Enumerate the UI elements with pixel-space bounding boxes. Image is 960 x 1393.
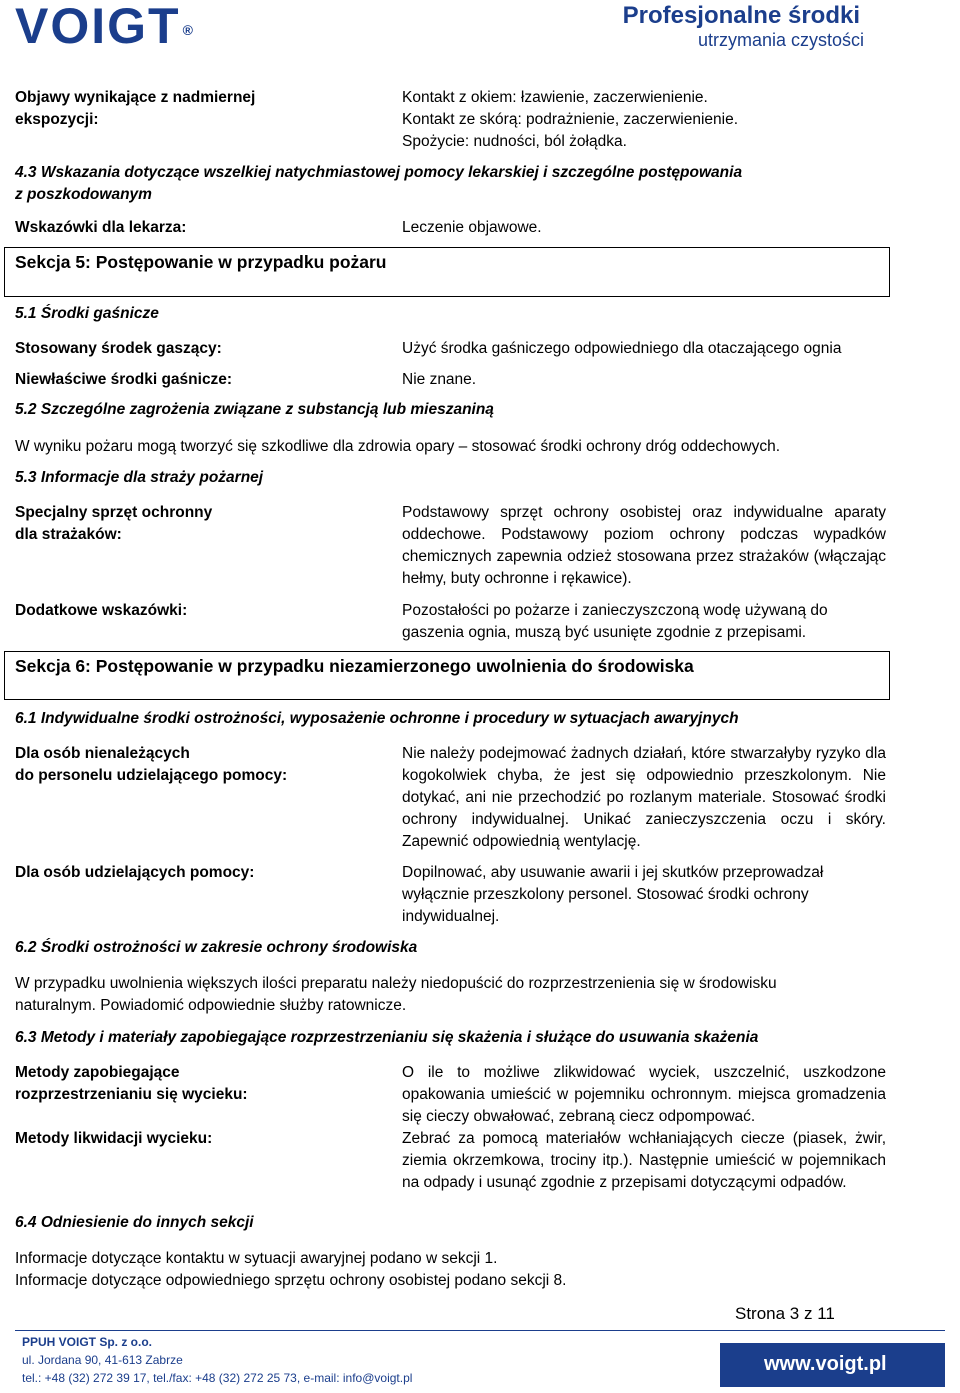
agent-label: Stosowany środek gaszący: [15,340,222,357]
footer-contact: tel.: +48 (32) 272 39 17, tel./fax: +48 (32) 272 25 73, e-mail: info@voigt.pl [22,1371,413,1385]
subsection-4-3-line2: z poszkodowanym [15,186,152,203]
exposure-label [15,87,255,131]
logo-text: VOIGT [15,0,181,54]
prevent-label-line1: Metody zapobiegające [15,1064,180,1081]
cleanup-value: Zebrać za pomocą materiałów wchłaniających ciecze (piasek, żwir, ziemia okrzemkowa, trociny itp.). Następnie umieścić w pojemnikach na odpady i usunąć zgodnie z przepisami dotyczącymi odpadów. [402,1130,886,1191]
exposure-label-line2: ekspozycji: [15,111,99,128]
agent-value: Użyć środka gaśniczego odpowiedniego dla otaczającego ognia [402,340,842,357]
reference-2: Informacje dotyczące odpowiedniego sprzętu ochrony osobistej podano sekcji 8. [15,1272,567,1289]
subsection-5-1: 5.1 Środki gaśnicze [15,305,159,322]
exposure-eye: Kontakt z okiem: łzawienie, zaczerwienienie. [402,89,708,106]
subsection-6-3: 6.3 Metody i materiały zapobiegające rozprzestrzenianiu się skażenia i służące do usuwania skażenia [15,1029,759,1046]
registered-mark: ® [182,22,193,38]
references [15,1248,815,1292]
voigt-logo [15,0,215,54]
subsection-6-4: 6.4 Odniesienie do innych sekcji [15,1214,254,1231]
section-5-title: Sekcja 5: Postępowanie w przypadku pożaru [15,252,387,272]
exposure-label-line1: Objawy wynikające z nadmiernej [15,89,256,106]
page-number: Strona 3 z 11 [735,1304,835,1323]
subsection-5-2: 5.2 Szczególne zagrożenia związane z substancją lub mieszaniną [15,401,494,418]
cleanup-label: Metody likwidacji wycieku: [15,1130,213,1147]
improper-value: Nie znane. [402,371,477,388]
non-responder-label-line1: Dla osób nienależących [15,745,190,762]
extra-value: Pozostałości po pożarze i zanieczyszczoną wodę używaną do gaszenia ognia, muszą być usunięte zgodnie z przepisami. [402,602,828,641]
non-responder-value: Nie należy podejmować żadnych działań, które stwarzałyby ryzyko dla kogokolwiek chyba, że jest się odpowiednio przeszkolonym. Nie dotykać, ani nie przechodzić po rozlanym materiale. Stosować środki ochrony indywidualnej. Unikać zanieczyszczenia oczu i skóry. Zapewnić odpowiednią wentylację. [402,745,886,850]
extra-label: Dodatkowe wskazówki: [15,602,188,619]
exposure-skin: Kontakt ze skórą: podrażnienie, zaczerwienienie. [402,111,739,128]
subsection-6-2: 6.2 Środki ostrożności w zakresie ochrony środowiska [15,939,418,956]
non-responder-label-line2: do personelu udzielającego pomocy: [15,767,288,784]
exposure-ingestion: Spożycie: nudności, ból żołądka. [402,133,627,150]
improper-label: Niewłaściwe środki gaśnicze: [15,371,233,388]
prevent-label-line2: rozprzestrzenianiu się wycieku: [15,1086,248,1103]
footer-website-box [720,1343,945,1387]
subsection-6-1: 6.1 Indywidualne środki ostrożności, wyposażenie ochronne i procedury w sytuacjach awaryjnych [15,710,739,727]
subsection-6-2-text: W przypadku uwolnienia większych ilości preparatu należy niedopuścić do rozprzestrzenienia się w środowisku naturalnym. Powiadomić odpowiednie służby ratownicze. [15,975,777,1014]
footer-divider [15,1330,945,1331]
subsection-4-3-line1: 4.3 Wskazania dotyczące wszelkiej natychmiastowej pomocy lekarskiej i szczególne postępowania [15,164,743,181]
equipment-value: Podstawowy sprzęt ochrony osobistej oraz indywidualne aparaty oddechowe. Podstawowy poziom ochrony podczas wypadków chemicznych zapewnia odzież stosowana przez strażaków (włączając hełmy, buty ochronne i rękawice). [402,504,886,587]
footer-company: PPUH VOIGT Sp. z o.o. [22,1335,153,1349]
footer-address: ul. Jordana 90, 41-613 Zabrze [22,1353,183,1367]
equipment-label-line1: Specjalny sprzęt ochronny [15,504,213,521]
subsection-5-2-text: W wyniku pożaru mogą tworzyć się szkodliwe dla zdrowia opary – stosować środki ochrony dróg oddechowych. [15,438,781,455]
doctor-label: Wskazówki dla lekarza: [15,219,187,236]
header-subtitle: utrzymania czystości [698,30,865,50]
reference-1: Informacje dotyczące kontaktu w sytuacji awaryjnej podano w sekcji 1. [15,1250,498,1267]
exposure-values [402,87,886,153]
responder-label: Dla osób udzielających pomocy: [15,864,255,881]
responder-value: Dopilnować, aby usuwanie awarii i jej skutków przeprowadzał wyłącznie przeszkolony personel. Stosować środki ochrony indywidualnej. [402,864,824,925]
equipment-label [15,502,212,546]
section-6-title: Sekcja 6: Postępowanie w przypadku niezamierzonego uwolnienia do środowiska [15,656,694,676]
doctor-value: Leczenie objawowe. [402,219,542,236]
prevent-value: O ile to możliwe zlikwidować wyciek, uszczelnić, uszkodzone opakowania umieścić w pojemniku ochronnym. miejsca gromadzenia się cieczy obwałować, zebraną ciecz odpompować. [402,1064,886,1125]
equipment-label-line2: dla strażaków: [15,526,122,543]
prevent-label [15,1062,248,1106]
non-responder-label [15,743,287,787]
header-title: Profesjonalne środki [622,2,860,29]
footer-website[interactable]: www.voigt.pl [764,1353,887,1375]
subsection-5-3: 5.3 Informacje dla straży pożarnej [15,469,264,486]
subsection-4-3 [15,162,895,206]
